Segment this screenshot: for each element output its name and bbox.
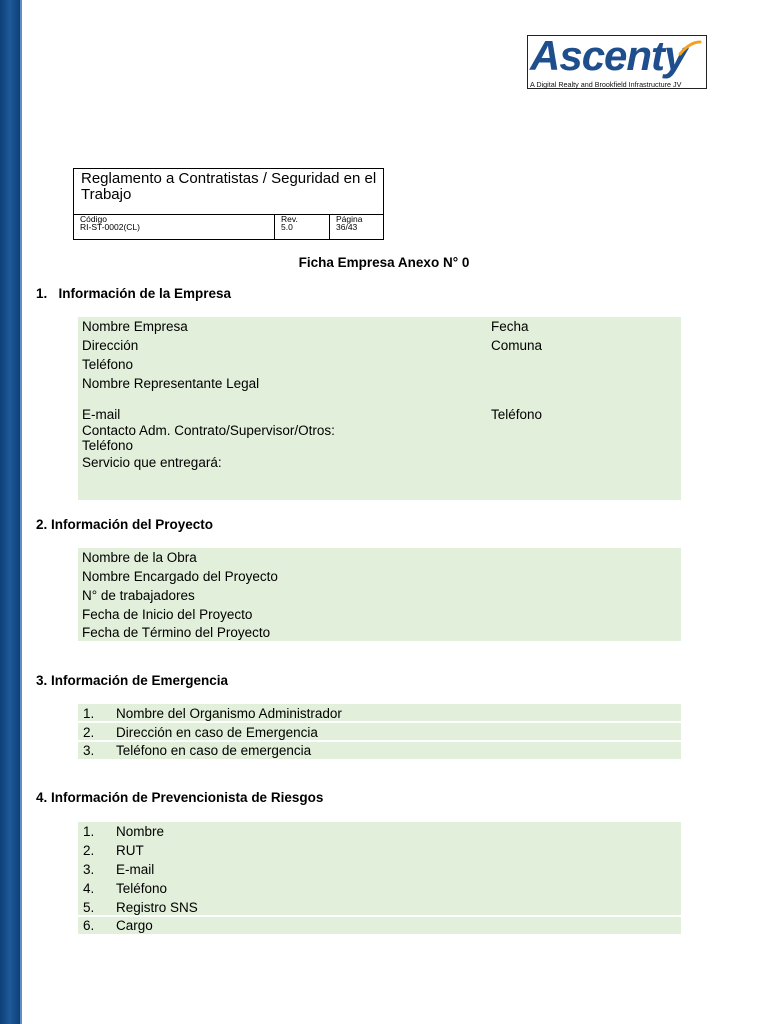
codigo-value: RI-ST-0002(CL) <box>80 222 140 232</box>
prevencionista-item: Registro SNS <box>116 900 198 915</box>
emergency-num: 2. <box>83 725 95 740</box>
field-nombre-empresa: Nombre Empresa <box>82 319 188 334</box>
document-header-box <box>73 168 384 240</box>
field-representante: Nombre Representante Legal <box>82 376 260 391</box>
pagina-value: 36/43 <box>336 222 358 232</box>
prevencionista-item: Cargo <box>116 918 153 933</box>
project-item: Nombre Encargado del Proyecto <box>82 569 278 584</box>
field-servicio: Servicio que entregará: <box>82 455 222 470</box>
ascenty-logo <box>527 32 707 89</box>
section-4-heading: 4. Información de Prevencionista de Riesgos <box>36 790 324 805</box>
pagina-cell <box>329 215 384 240</box>
prevencionista-num: 3. <box>83 862 95 877</box>
project-item: Nombre de la Obra <box>82 550 197 565</box>
field-telefono-2: Teléfono <box>491 407 543 422</box>
emergency-item: Dirección en caso de Emergencia <box>116 725 318 740</box>
section-3-heading: 3. Información de Emergencia <box>36 673 229 688</box>
form-title: Ficha Empresa Anexo N° 0 <box>298 255 470 270</box>
prevencionista-num: 2. <box>83 843 95 858</box>
codigo-cell <box>74 215 274 240</box>
prevencionista-item: RUT <box>116 843 144 858</box>
prevencionista-row-band <box>78 917 681 934</box>
prevencionista-num: 6. <box>83 918 95 933</box>
page-left-bar <box>0 0 20 1024</box>
section-1-panel <box>78 317 681 500</box>
document-title: Reglamento a Contratistas / Seguridad en el Trabajo <box>81 170 377 203</box>
section-1-heading: 1. Información de la Empresa <box>36 286 232 301</box>
project-item: Fecha de Inicio del Proyecto <box>82 607 253 622</box>
emergency-item: Nombre del Organismo Administrador <box>116 706 342 721</box>
field-telefono: Teléfono <box>82 357 134 372</box>
logo-wordmark: Ascenty <box>530 32 687 79</box>
project-item: Fecha de Término del Proyecto <box>82 625 271 640</box>
section-2-heading: 2. Información del Proyecto <box>36 517 214 532</box>
prevencionista-item: E-mail <box>116 862 155 877</box>
field-contacto-telefono: Teléfono <box>82 438 134 453</box>
prevencionista-num: 1. <box>83 824 95 839</box>
pagina-label: Página <box>336 214 363 224</box>
emergency-item: Teléfono en caso de emergencia <box>116 743 312 758</box>
rev-cell <box>274 215 330 240</box>
emergency-num: 3. <box>83 743 95 758</box>
logo-tagline: A Digital Realty and Brookfield Infrastructure JV <box>530 80 682 89</box>
field-fecha: Fecha <box>491 319 529 334</box>
prevencionista-item: Nombre <box>116 824 165 839</box>
codigo-label: Código <box>80 214 107 224</box>
emergency-num: 1. <box>83 706 95 721</box>
field-email: E-mail <box>82 407 121 422</box>
document-meta-row <box>74 214 383 240</box>
prevencionista-num: 4. <box>83 881 95 896</box>
prevencionista-item: Teléfono <box>116 881 168 896</box>
prevencionista-num: 5. <box>83 900 95 915</box>
project-item: N° de trabajadores <box>82 588 195 603</box>
field-comuna: Comuna <box>491 338 543 353</box>
field-contacto: Contacto Adm. Contrato/Supervisor/Otros: <box>82 423 335 438</box>
logo-swoosh-icon <box>678 40 702 56</box>
rev-label: Rev. <box>281 214 298 224</box>
page-left-bar-edge <box>20 0 22 1024</box>
rev-value: 5.0 <box>281 222 293 232</box>
field-direccion: Dirección <box>82 338 139 353</box>
